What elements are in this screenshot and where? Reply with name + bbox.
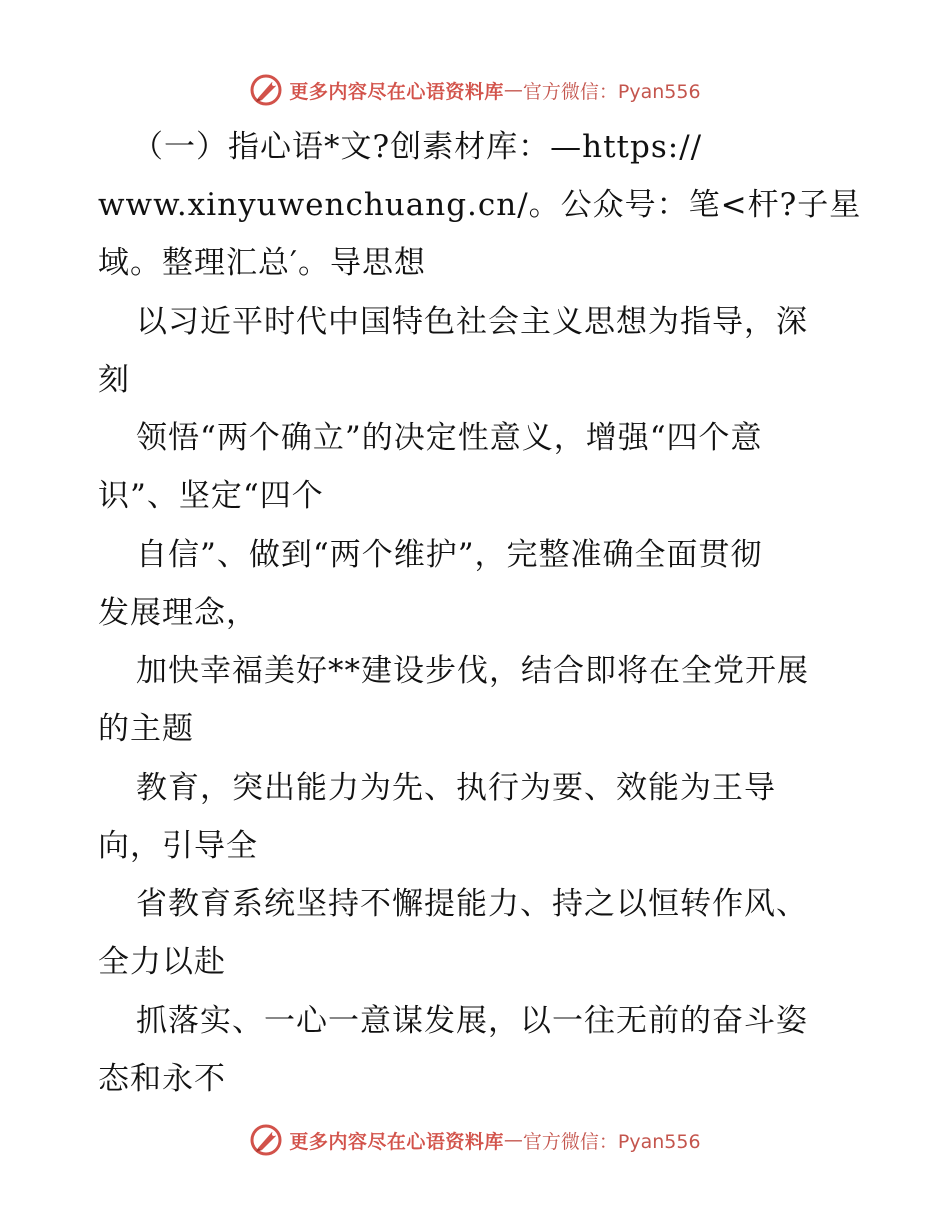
body-line: 自信”、做到“两个维护”，完整准确全面贯彻 xyxy=(136,537,763,573)
body-line: 刻 xyxy=(98,362,130,398)
body-line: 发展理念， xyxy=(98,595,258,631)
header-watermark-banner xyxy=(0,68,950,112)
body-line: 态和永不 xyxy=(98,1061,226,1097)
body-line: 以习近平时代中国特色社会主义思想为指导，深 xyxy=(136,304,808,340)
body-line: （一）指心语*文?创素材库：—https:// xyxy=(132,129,703,165)
body-line: 省教育系统坚持不懈提能力、持之以恒转作风、 xyxy=(136,886,808,922)
pen-logo-icon xyxy=(249,73,283,107)
body-line: 全力以赴 xyxy=(98,944,226,980)
header-wechat-text: 官方微信：Pyan556 xyxy=(522,80,701,103)
footer-separator: — xyxy=(503,1129,523,1151)
body-line: 抓落实、一心一意谋发展，以一往无前的奋斗姿 xyxy=(136,1003,808,1039)
body-line: 域。整理汇总′。导思想 xyxy=(98,245,427,281)
header-separator: — xyxy=(503,79,523,101)
footer-brand-text: 更多内容尽在心语资料库 xyxy=(289,1130,504,1153)
body-line: 领悟“两个确立”的决定性意义，增强“四个意 xyxy=(136,420,763,456)
body-line: 的主题 xyxy=(98,711,194,747)
body-line: 教育，突出能力为先、执行为要、效能为王导 xyxy=(136,770,776,806)
footer-watermark-banner xyxy=(0,1118,950,1162)
header-brand-text: 更多内容尽在心语资料库 xyxy=(289,80,504,103)
footer-wechat-text: 官方微信：Pyan556 xyxy=(522,1130,701,1153)
body-line: 向，引导全 xyxy=(98,828,258,864)
body-line: 加快幸福美好**建设步伐，结合即将在全党开展 xyxy=(136,653,809,689)
body-line: 识”、坚定“四个 xyxy=(98,478,324,514)
pen-logo-icon xyxy=(249,1123,283,1157)
body-line: www.xinyuwenchuang.cn/。公众号：笔<杆?子星 xyxy=(98,187,862,223)
